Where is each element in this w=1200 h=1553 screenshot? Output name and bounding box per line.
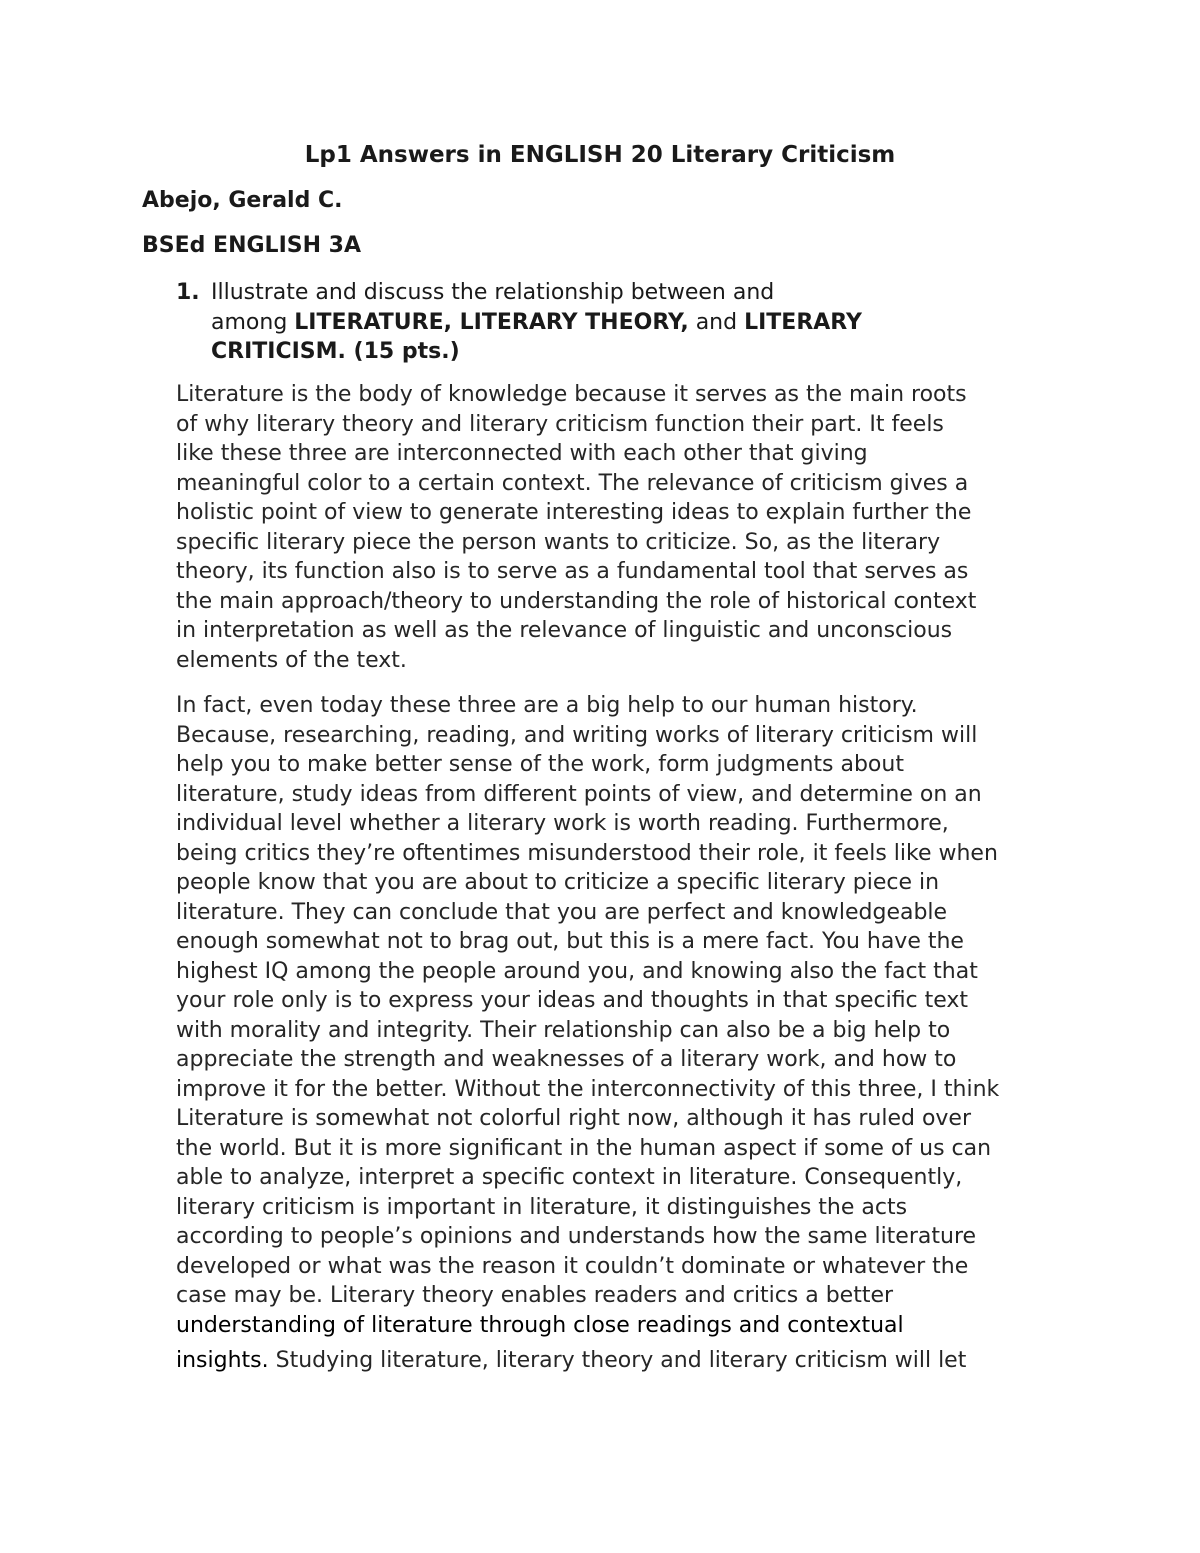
question-text bbox=[211, 278, 976, 367]
document-title: Lp1 Answers in ENGLISH 20 Literary Criticism bbox=[304, 142, 896, 168]
paragraph-line: people know that you are about to criticize a specific literary piece in bbox=[176, 870, 940, 895]
paragraph-line: literary criticism is important in literature, it distinguishes the acts bbox=[176, 1194, 908, 1220]
paragraph-line: improve it for the better. Without the interconnectivity of this three, I think bbox=[176, 1076, 1000, 1102]
paragraph-line: elements of the text. bbox=[176, 647, 407, 673]
paragraph-line: according to people’s opinions and understands how the same literature bbox=[176, 1224, 977, 1249]
question-text-segment: and bbox=[688, 309, 745, 335]
paragraph-line: holistic point of view to generate interesting ideas to explain further the bbox=[176, 500, 972, 525]
class-section: BSEd ENGLISH 3A bbox=[142, 233, 362, 258]
answer-paragraph-1 bbox=[176, 380, 1076, 675]
paragraph-line: enough somewhat not to brag out, but this is a mere fact. You have the bbox=[176, 929, 964, 954]
question-line: CRITICISM. (15 pts.) bbox=[211, 339, 460, 364]
paragraph-line: understanding of literature through close readings and contextual bbox=[176, 1312, 904, 1338]
question-line bbox=[211, 308, 976, 338]
paragraph-line: appreciate the strength and weaknesses of a literary work, and how to bbox=[176, 1047, 957, 1072]
paragraph-line: case may be. Literary theory enables readers and critics a better bbox=[176, 1283, 894, 1308]
paragraph-line: literature, study ideas from different points of view, and determine on an bbox=[176, 781, 982, 807]
paragraph-line: help you to make better sense of the work, form judgments about bbox=[176, 752, 904, 777]
question-bold-segment: LITERATURE, LITERARY THEORY, bbox=[294, 309, 689, 335]
paragraph-line: meaningful color to a certain context. The relevance of criticism gives a bbox=[176, 470, 969, 496]
question-text-segment: among bbox=[211, 309, 295, 335]
question-number: 1. bbox=[176, 280, 200, 305]
paragraph-line: in interpretation as well as the relevance of linguistic and unconscious bbox=[176, 618, 953, 643]
answer-paragraph-2 bbox=[176, 691, 1076, 1376]
paragraph-line: Literature is the body of knowledge because it serves as the main roots bbox=[176, 382, 967, 407]
paragraph-text-segment: insights. bbox=[176, 1348, 269, 1373]
paragraph-line: like these three are interconnected with each other that giving bbox=[176, 441, 868, 466]
paragraph-line: the main approach/theory to understanding the role of historical context bbox=[176, 588, 977, 614]
question-item bbox=[176, 278, 976, 367]
paragraph-line: of why literary theory and literary criticism function their part. It feels bbox=[176, 411, 944, 437]
author-name: Abejo, Gerald C. bbox=[142, 188, 343, 213]
paragraph-line: specific literary piece the person wants to criticize. So, as the literary bbox=[176, 529, 941, 555]
paragraph-text-segment: Studying literature, literary theory and literary criticism will let bbox=[268, 1348, 967, 1373]
paragraph-line: In fact, even today these three are a big help to our human history. bbox=[176, 693, 918, 718]
paragraph-line: Literature is somewhat not colorful right now, although it has ruled over bbox=[176, 1106, 971, 1131]
question-bold-segment: LITERARY bbox=[744, 309, 862, 335]
paragraph-line: Because, researching, reading, and writing works of literary criticism will bbox=[176, 722, 978, 748]
paragraph-line: theory, its function also is to serve as a fundamental tool that serves as bbox=[176, 559, 969, 584]
paragraph-line: literature. They can conclude that you are perfect and knowledgeable bbox=[176, 899, 948, 925]
paragraph-line: developed or what was the reason it couldn’t dominate or whatever the bbox=[176, 1253, 969, 1279]
paragraph-line: individual level whether a literary work is worth reading. Furthermore, bbox=[176, 811, 949, 836]
paragraph-line: with morality and integrity. Their relationship can also be a big help to bbox=[176, 1017, 951, 1043]
paragraph-line: highest IQ among the people around you, and knowing also the fact that bbox=[176, 958, 978, 984]
question-line: Illustrate and discuss the relationship between and bbox=[211, 280, 775, 305]
paragraph-line-last bbox=[176, 1346, 1076, 1376]
paragraph-line: the world. But it is more significant in the human aspect if some of us can bbox=[176, 1135, 992, 1161]
paragraph-line: being critics they’re oftentimes misunderstood their role, it feels like when bbox=[176, 840, 998, 866]
paragraph-line: able to analyze, interpret a specific context in literature. Consequently, bbox=[176, 1165, 963, 1190]
paragraph-line: your role only is to express your ideas and thoughts in that specific text bbox=[176, 988, 969, 1013]
